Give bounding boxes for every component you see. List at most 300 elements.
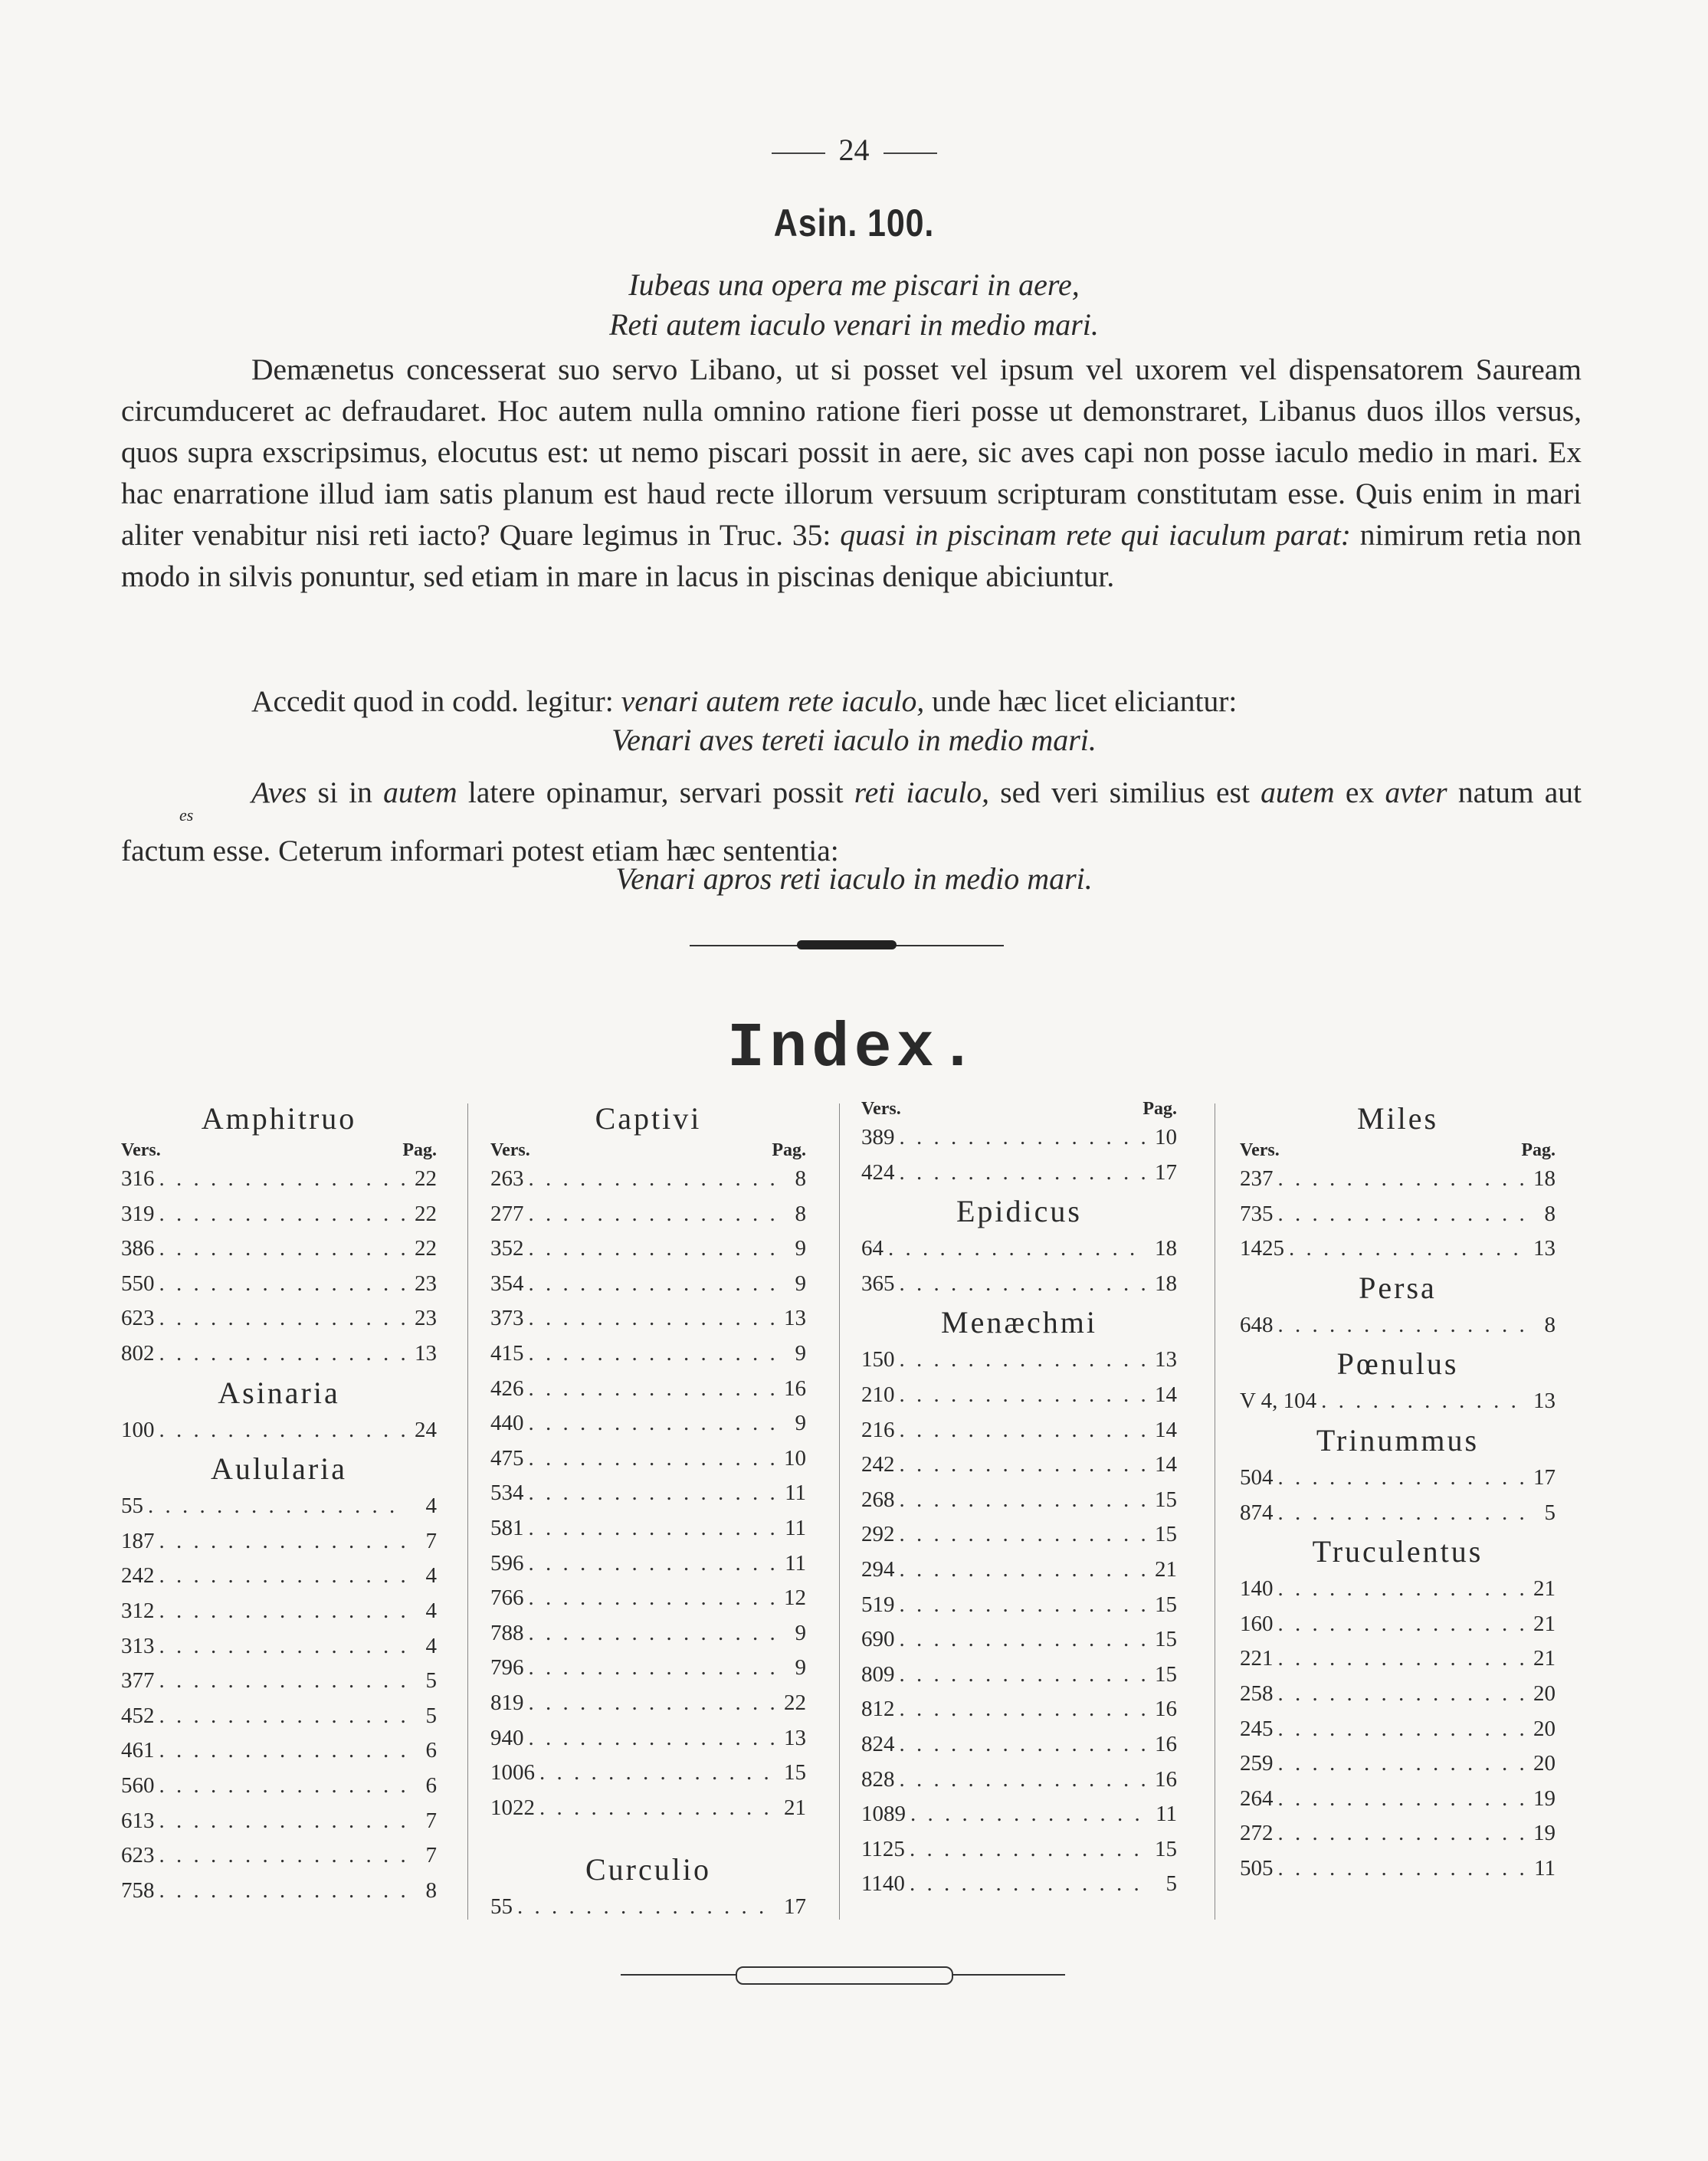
index-entry (1240, 1782, 1556, 1817)
verse-number: V 4, 104 (1240, 1389, 1317, 1414)
dot-leader (895, 1588, 1147, 1623)
dot-leader (1274, 1641, 1526, 1677)
index-column-2 (490, 1097, 806, 1920)
index-entry (121, 1769, 437, 1804)
index-entry (490, 1890, 806, 1925)
index-entry (861, 1832, 1177, 1868)
play-title: Epidicus (956, 1194, 1082, 1229)
page-ref: 15 (1155, 1661, 1177, 1687)
index-entry (490, 1721, 806, 1756)
verse-number: 461 (121, 1738, 155, 1763)
verse-number: 140 (1240, 1576, 1274, 1602)
index-entry (490, 1511, 806, 1546)
p3-h: ex (1345, 776, 1375, 809)
index-entry (1240, 1308, 1556, 1343)
dot-leader (884, 1231, 1146, 1267)
index-entry (121, 1197, 437, 1232)
verse-number: 187 (121, 1528, 155, 1553)
ornament-right (884, 152, 937, 154)
index-entry (121, 1733, 437, 1769)
dot-leader (524, 1476, 776, 1511)
ornament-divider-bottom (621, 1974, 1065, 1976)
dot-leader (155, 1559, 407, 1594)
verse-number: 263 (490, 1166, 524, 1191)
page-ref: 21 (1155, 1556, 1177, 1582)
index-entry (121, 1231, 437, 1267)
play-title: Truculentus (1312, 1534, 1483, 1569)
verse-number: 237 (1240, 1166, 1274, 1191)
index-entry (121, 1664, 437, 1699)
pag-label: Pag. (1142, 1099, 1177, 1119)
verse-number: 809 (861, 1661, 895, 1687)
dot-leader (155, 1629, 407, 1664)
dot-leader (1274, 1677, 1526, 1712)
index-entry (121, 1838, 437, 1874)
play-title: Curculio (585, 1852, 711, 1887)
verse-number: 623 (121, 1306, 155, 1331)
dot-leader (906, 1797, 1146, 1832)
ornament-left (772, 152, 825, 154)
verse-number: 1425 (1240, 1236, 1284, 1261)
dot-leader (155, 1699, 407, 1734)
dot-leader (524, 1336, 776, 1372)
paragraph-2 (121, 680, 1582, 722)
page-ref: 7 (425, 1843, 437, 1868)
index-entry (490, 1686, 806, 1721)
verse-number: 55 (490, 1894, 513, 1920)
dot-leader (524, 1546, 776, 1582)
verse-number: 426 (490, 1376, 524, 1401)
dot-leader (1274, 1782, 1526, 1817)
verse-number: 316 (121, 1166, 155, 1191)
dot-leader (524, 1372, 776, 1407)
page-ref: 14 (1155, 1382, 1177, 1407)
paragraph-2-start: Accedit quod in codd. legitur: (251, 684, 614, 718)
play-title: Asinaria (218, 1375, 340, 1410)
dot-leader (895, 1763, 1147, 1798)
verse-number: 504 (1240, 1464, 1274, 1490)
paragraph-1 (121, 349, 1582, 597)
page-ref: 8 (795, 1166, 806, 1191)
index-entry (121, 1804, 437, 1839)
index-entry (1240, 1162, 1556, 1197)
dot-leader (895, 1658, 1147, 1693)
dot-leader (1274, 1308, 1526, 1343)
verse-number: 874 (1240, 1500, 1274, 1525)
dot-leader (155, 1162, 407, 1197)
p3-i: avter (1385, 776, 1447, 809)
ornament-divider (690, 945, 1004, 946)
page-ref: 5 (425, 1668, 437, 1694)
index-entry (861, 1267, 1177, 1302)
verse-number: 505 (1240, 1855, 1274, 1881)
column-rule (839, 1103, 840, 1920)
page-ref: 16 (784, 1376, 806, 1401)
page-ref: 6 (425, 1738, 437, 1763)
page-ref: 13 (1155, 1347, 1177, 1372)
index-entry (121, 1559, 437, 1594)
verse-number: 758 (121, 1877, 155, 1903)
page-ref: 16 (1155, 1697, 1177, 1722)
page-ref: 22 (415, 1201, 437, 1226)
verse-number: 1022 (490, 1795, 535, 1820)
page-ref: 11 (785, 1481, 806, 1506)
index-entry (490, 1162, 806, 1197)
dot-leader (524, 1651, 776, 1686)
verse-number: 294 (861, 1556, 895, 1582)
dot-leader (905, 1867, 1146, 1902)
dot-leader (524, 1441, 776, 1477)
verse-number: 55 (121, 1494, 143, 1519)
verse-number: 623 (121, 1843, 155, 1868)
verse-line-2: Reti autem iaculo venari in medio mari. (609, 307, 1099, 342)
page-ref: 15 (1155, 1487, 1177, 1512)
page-ref: 18 (1155, 1271, 1177, 1296)
dot-leader (895, 1413, 1147, 1448)
verse-number: 596 (490, 1550, 524, 1576)
play-title: Menæchmi (941, 1305, 1097, 1340)
dot-leader (155, 1733, 407, 1769)
dot-leader (535, 1791, 775, 1826)
index-column-1 (121, 1097, 437, 1917)
verse-number: 352 (490, 1236, 524, 1261)
page-ref: 11 (785, 1515, 806, 1540)
page-ref: 19 (1533, 1786, 1556, 1811)
dot-leader (513, 1890, 775, 1925)
index-entry (121, 1489, 437, 1524)
verse-number: 415 (490, 1340, 524, 1366)
dot-leader (155, 1804, 407, 1839)
verse-number: 259 (1240, 1751, 1274, 1776)
page-ref: 9 (795, 1340, 806, 1366)
page-ref: 13 (415, 1340, 437, 1366)
index-entry (1240, 1572, 1556, 1607)
verse-number: 242 (861, 1452, 895, 1477)
index-entry (1240, 1816, 1556, 1851)
play-title: Pœnulus (1336, 1346, 1459, 1382)
vers-label: Vers. (1240, 1140, 1280, 1160)
index-entry (490, 1791, 806, 1826)
page-ref: 15 (1155, 1627, 1177, 1652)
p3-e: reti iaculo, (854, 776, 990, 809)
verse-2: Venari aves tereti iaculo in medio mari. (611, 723, 1097, 757)
dot-leader (895, 1343, 1147, 1378)
page-ref: 16 (1155, 1731, 1177, 1756)
dot-leader (535, 1756, 775, 1791)
vers-label: Vers. (490, 1140, 530, 1160)
verse-number: 221 (1240, 1646, 1274, 1671)
index-entry (1240, 1712, 1556, 1747)
p3-b: si in (317, 776, 372, 809)
dot-leader (155, 1413, 407, 1448)
dot-leader (895, 1517, 1147, 1553)
dot-leader (895, 1156, 1147, 1191)
index-entry (861, 1517, 1177, 1553)
dot-leader (905, 1832, 1146, 1868)
p3-g: autem (1261, 776, 1335, 809)
dot-leader (1274, 1816, 1526, 1851)
page-ref: 5 (425, 1703, 437, 1728)
dot-leader (895, 1120, 1147, 1156)
index-entry (861, 1120, 1177, 1156)
index-column-3 (861, 1097, 1177, 1917)
index-entry (861, 1797, 1177, 1832)
dot-leader (524, 1162, 776, 1197)
index-entry (1240, 1384, 1556, 1419)
index-entry (1240, 1746, 1556, 1782)
dot-leader (524, 1406, 776, 1441)
index-entry (1240, 1641, 1556, 1677)
verse-number: 319 (121, 1201, 155, 1226)
verse-number: 796 (490, 1655, 524, 1681)
verse-number: 440 (490, 1411, 524, 1436)
column-header (861, 1097, 1177, 1120)
page-ref: 17 (784, 1894, 806, 1920)
index-entry (861, 1763, 1177, 1798)
verse-number: 377 (121, 1668, 155, 1694)
index-entry (490, 1406, 806, 1441)
index-entry (490, 1546, 806, 1582)
verse-number: 242 (121, 1563, 155, 1589)
page-ref: 14 (1155, 1452, 1177, 1477)
dot-leader (155, 1231, 407, 1267)
play-title: Miles (1356, 1101, 1439, 1136)
page-ref: 22 (784, 1690, 806, 1715)
dot-leader (155, 1838, 407, 1874)
verse-number: 272 (1240, 1821, 1274, 1846)
page-ref: 8 (1544, 1312, 1556, 1337)
page-ref: 22 (415, 1236, 437, 1261)
index-entry (490, 1197, 806, 1232)
verse-number: 389 (861, 1125, 895, 1149)
index-entry (1240, 1607, 1556, 1642)
page-ref: 4 (425, 1494, 437, 1519)
dot-leader (155, 1197, 407, 1232)
page-ref: 9 (795, 1236, 806, 1261)
verse-number: 160 (1240, 1611, 1274, 1636)
page-ref: 20 (1533, 1716, 1556, 1741)
page-ref: 7 (425, 1808, 437, 1833)
page-ref: 19 (1533, 1821, 1556, 1846)
paragraph-1-text: Demænetus concesserat suo servo Libano, ut si posset vel ipsum vel uxorem vel dispensatorem Sauream circumduceret ac defraudaret. Hoc autem nulla omnino ratione fieri posse ut demonstraret, Libanus duos illos versus, quos supra exscripsimus, elocutus est: ut nemo piscari possit in aere, sic aves capi non posse iaculo medio in mari. Ex hac enarratione illud iam satis planum est haud recte illorum versuum scripturam constitutam esse. Quis enim in mari aliter venabitur nisi reti iacto? Quare legimus in Truc. 35: (121, 353, 1582, 552)
verse-number: 824 (861, 1731, 895, 1756)
dot-leader (155, 1301, 407, 1336)
page-ref: 9 (795, 1620, 806, 1645)
index-entry (490, 1756, 806, 1791)
dot-leader (1274, 1607, 1526, 1642)
page-ref: 22 (415, 1166, 437, 1191)
verse-number: 766 (490, 1585, 524, 1611)
page-ref: 24 (415, 1417, 437, 1442)
page-ref: 11 (1156, 1802, 1177, 1827)
index-entry (861, 1378, 1177, 1413)
dot-leader (155, 1594, 407, 1629)
index-entry (121, 1301, 437, 1336)
index-entry (121, 1699, 437, 1734)
page-ref: 9 (795, 1655, 806, 1681)
verse-number: 424 (861, 1159, 895, 1185)
page-ref: 17 (1533, 1464, 1556, 1490)
dot-leader (895, 1448, 1147, 1483)
play-title: Aulularia (210, 1451, 348, 1487)
dot-leader (1274, 1746, 1526, 1782)
dot-leader (895, 1692, 1147, 1727)
verse-number: 365 (861, 1271, 895, 1296)
page-ref: 13 (1533, 1236, 1556, 1261)
page-ref: 12 (784, 1585, 806, 1611)
verse-3: Venari apros reti iaculo in medio mari. (615, 861, 1093, 896)
verse-number: 519 (861, 1592, 895, 1617)
section-title: Asin. 100. (773, 202, 935, 244)
page-ref: 13 (784, 1306, 806, 1331)
verse-number: 268 (861, 1487, 895, 1512)
index-entry (490, 1476, 806, 1511)
dot-leader (155, 1769, 407, 1804)
page-ref: 15 (1155, 1522, 1177, 1547)
dot-leader (524, 1581, 776, 1616)
verse-number: 550 (121, 1271, 155, 1296)
verse-number: 1089 (861, 1802, 906, 1827)
verse-number: 292 (861, 1522, 895, 1547)
verse-number: 1006 (490, 1760, 535, 1786)
index-entry (861, 1448, 1177, 1483)
page-ref: 11 (1534, 1855, 1556, 1881)
index-entry (121, 1874, 437, 1909)
page-ref: 8 (1544, 1201, 1556, 1226)
dot-leader (155, 1874, 407, 1909)
index-entry (861, 1727, 1177, 1763)
page-ref: 13 (1533, 1389, 1556, 1414)
index-entry (861, 1156, 1177, 1191)
page-ref: 20 (1533, 1681, 1556, 1706)
page-ref: 8 (795, 1201, 806, 1226)
page-ref: 21 (784, 1795, 806, 1820)
play-title: Amphitruo (201, 1101, 357, 1136)
index-entry (490, 1301, 806, 1336)
play-title: Persa (1359, 1270, 1437, 1305)
index-entry (861, 1588, 1177, 1623)
spacer (490, 1825, 806, 1848)
verse-number: 245 (1240, 1716, 1274, 1741)
index-entry (861, 1343, 1177, 1378)
column-header (121, 1139, 437, 1162)
p3-a: Aves (251, 776, 307, 809)
dot-leader (155, 1524, 407, 1559)
play-title: Trinummus (1316, 1422, 1480, 1458)
paragraph-1-end: nimirum retia non modo in silvis ponuntur, sed etiam in mare in lacus in piscinas denique abiciuntur. (121, 518, 1582, 593)
dot-leader (1274, 1851, 1526, 1887)
index-title: Index. (726, 1013, 982, 1084)
index-entry (490, 1372, 806, 1407)
dot-leader (895, 1622, 1147, 1658)
page-number (0, 132, 1708, 168)
page-ref: 7 (425, 1528, 437, 1553)
paragraph-2-end: unde hæc licet eliciantur: (932, 684, 1238, 718)
page-ref: 9 (795, 1411, 806, 1436)
index-entry (490, 1581, 806, 1616)
page-ref: 15 (1155, 1836, 1177, 1861)
page-ref: 9 (795, 1271, 806, 1296)
verse-number: 258 (1240, 1681, 1274, 1706)
index-entry (490, 1616, 806, 1651)
pag-label: Pag. (402, 1140, 437, 1160)
dot-leader (895, 1553, 1147, 1588)
index-entry (861, 1413, 1177, 1448)
index-entry (1240, 1677, 1556, 1712)
column-header (1240, 1139, 1556, 1162)
dot-leader (1274, 1496, 1526, 1531)
verse-number: 312 (121, 1598, 155, 1623)
page-ref: 11 (785, 1550, 806, 1576)
dot-leader (524, 1511, 776, 1546)
pag-label: Pag. (772, 1140, 806, 1160)
dot-leader (895, 1727, 1147, 1763)
verse-number: 828 (861, 1766, 895, 1792)
index-entry (490, 1441, 806, 1477)
page-ref: 6 (425, 1772, 437, 1798)
verse-number: 264 (1240, 1786, 1274, 1811)
dot-leader (1274, 1197, 1526, 1232)
index-entry (490, 1231, 806, 1267)
p3-c: autem (383, 776, 457, 809)
verse-number: 581 (490, 1515, 524, 1540)
verse-number: 313 (121, 1633, 155, 1658)
page-number-text: 24 (838, 133, 870, 167)
index-entry (490, 1267, 806, 1302)
superscript-es: es (179, 805, 194, 825)
dot-leader (524, 1616, 776, 1651)
page-ref: 23 (415, 1271, 437, 1296)
page-ref: 15 (1155, 1592, 1177, 1617)
verse-number: 802 (121, 1340, 155, 1366)
dot-leader (1274, 1461, 1526, 1496)
page-ref: 21 (1533, 1646, 1556, 1671)
page-ref: 5 (1165, 1871, 1177, 1897)
verse-number: 819 (490, 1690, 524, 1715)
p3-j: natum aut factum esse. Ceterum informari potest etiam hæc sententia: (121, 776, 1582, 867)
index-entry (861, 1658, 1177, 1693)
verse-number: 277 (490, 1201, 524, 1226)
page-ref: 21 (1533, 1576, 1556, 1602)
page-ref: 4 (425, 1598, 437, 1623)
page-ref: 17 (1155, 1159, 1177, 1185)
page-ref: 8 (425, 1877, 437, 1903)
page-ref: 18 (1155, 1236, 1177, 1261)
dot-leader (1316, 1384, 1525, 1419)
verse-number: 373 (490, 1306, 524, 1331)
index-entry (1240, 1461, 1556, 1496)
verse-number: 64 (861, 1236, 884, 1261)
page-ref: 13 (784, 1725, 806, 1750)
verse-number: 386 (121, 1236, 155, 1261)
page-ref: 4 (425, 1633, 437, 1658)
index-entry (121, 1336, 437, 1372)
page-ref: 18 (1533, 1166, 1556, 1191)
index-entry (861, 1692, 1177, 1727)
page-ref: 15 (784, 1760, 806, 1786)
p3-f: sed veri similius est (1000, 776, 1250, 809)
dot-leader (895, 1483, 1147, 1518)
page-ref: 14 (1155, 1417, 1177, 1442)
verse-number: 560 (121, 1772, 155, 1798)
index-entry (121, 1162, 437, 1197)
dot-leader (155, 1267, 407, 1302)
index-entry (861, 1231, 1177, 1267)
pag-label: Pag. (1521, 1140, 1556, 1160)
page-ref: 20 (1533, 1751, 1556, 1776)
dot-leader (1274, 1162, 1526, 1197)
index-entry (121, 1629, 437, 1664)
